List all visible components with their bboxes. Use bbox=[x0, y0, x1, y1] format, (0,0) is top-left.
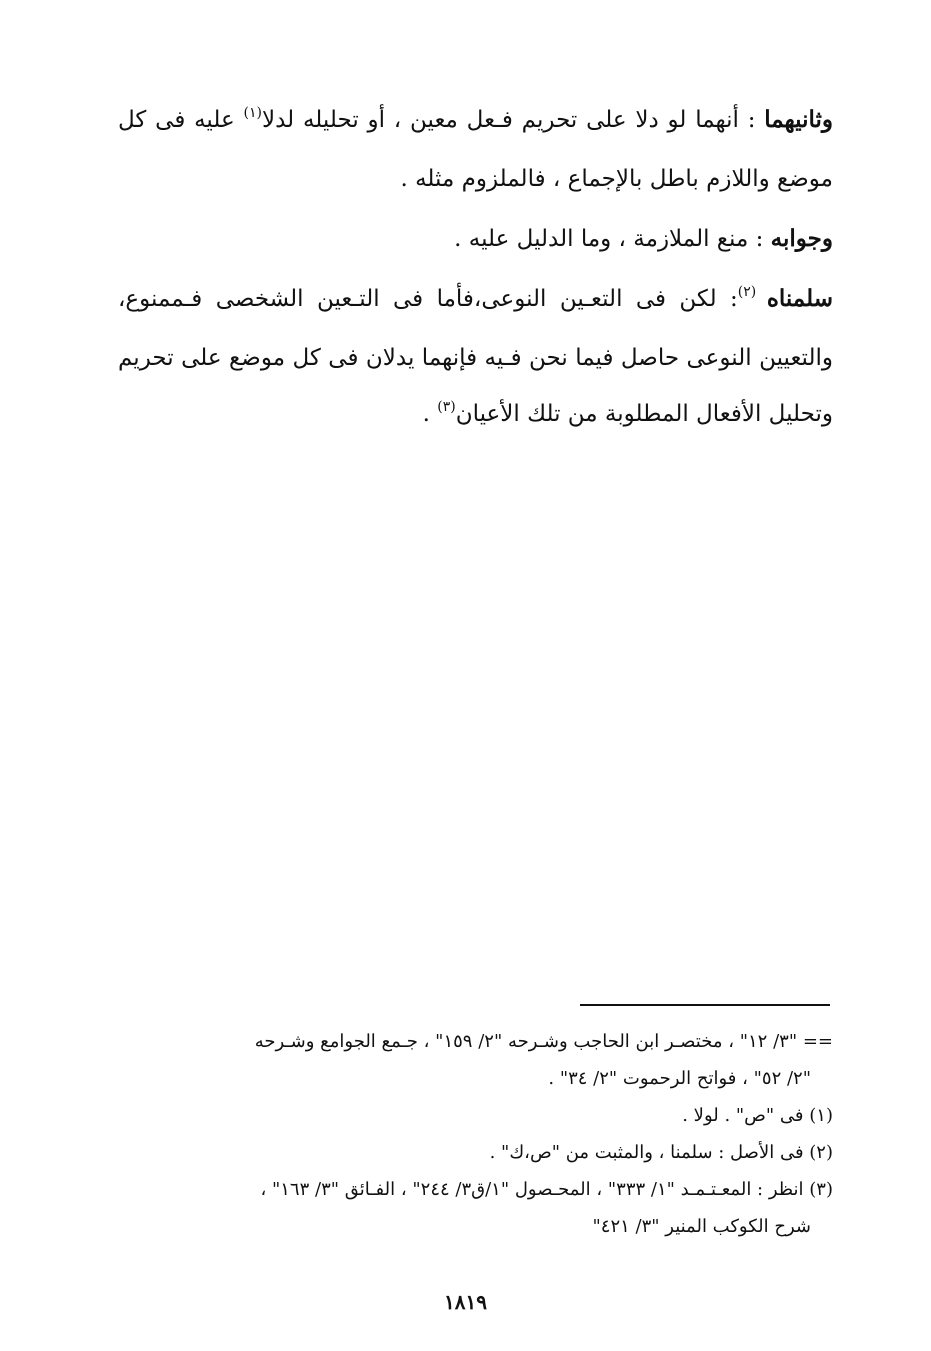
paragraph-1-lead: وثانيهما bbox=[764, 106, 834, 133]
footnote-continuation-line-1: == "٣/ ١٢" ، مختصـر ابن الحاجب وشـرحه "٢/ ١٥٩" ، جـمع الجوامع وشـرحه bbox=[254, 1031, 833, 1052]
footnote-ref-1: (١) bbox=[243, 105, 262, 121]
footnote-continuation-line-2: "٢/ ٥٢" ، فواتح الرحموت "٢/ ٣٤" . bbox=[548, 1068, 811, 1089]
footnote-3-line-1: (٣) انظر : المعـتـمـد "١/ ٣٣٣" ، المحـصول "١/ق٣/ ٢٤٤" ، الفـائق "٣/ ١٦٣" ، bbox=[260, 1179, 833, 1200]
paragraph-3-text-a: : لكن فى التعـين النوعى،فأما فى التـعين الشخصى فـممنوع، والتعيين النوعى حاصل فيما نحن فـيه فإنهما يدلان فى كل موضع على تحريم وتحليل الأفعال المطلوبة من تلك الأعيان bbox=[118, 286, 833, 427]
footnotes bbox=[118, 1023, 833, 1245]
paragraph-3-text-b: . bbox=[422, 401, 438, 427]
paragraph-2 bbox=[118, 211, 833, 267]
footnote-separator bbox=[580, 1004, 830, 1006]
paragraph-2-lead: وجوابه bbox=[770, 225, 833, 252]
footnote-3-line-2: شرح الكوكب المنير "٣/ ٤٢١" bbox=[592, 1216, 811, 1237]
paragraph-1-text-a: : أنهما لو دلا على تحريم فـعل معين ، أو تحليله لدلا bbox=[261, 107, 765, 133]
paragraph-2-text: : منع الملازمة ، وما الدليل عليه . bbox=[454, 226, 771, 252]
paragraph-1 bbox=[118, 92, 833, 207]
footnote-1: (١) فى "ص" . لولا . bbox=[682, 1105, 833, 1126]
main-text bbox=[118, 92, 833, 445]
page-number: ١٨١٩ bbox=[444, 1290, 487, 1314]
paragraph-3-lead: سلمناه bbox=[766, 285, 833, 312]
footnote-ref-3: (٣) bbox=[437, 399, 456, 415]
paragraph-1-text-b: عليه فى كل موضع واللازم باطل بالإجماع ، فالملزوم مثله . bbox=[118, 107, 833, 192]
footnote-2: (٢) فى الأصل : سلمنا ، والمثبت من "ص،ك" . bbox=[489, 1142, 833, 1163]
paragraph-3 bbox=[118, 271, 833, 445]
footnote-ref-2: (٢) bbox=[737, 284, 767, 300]
